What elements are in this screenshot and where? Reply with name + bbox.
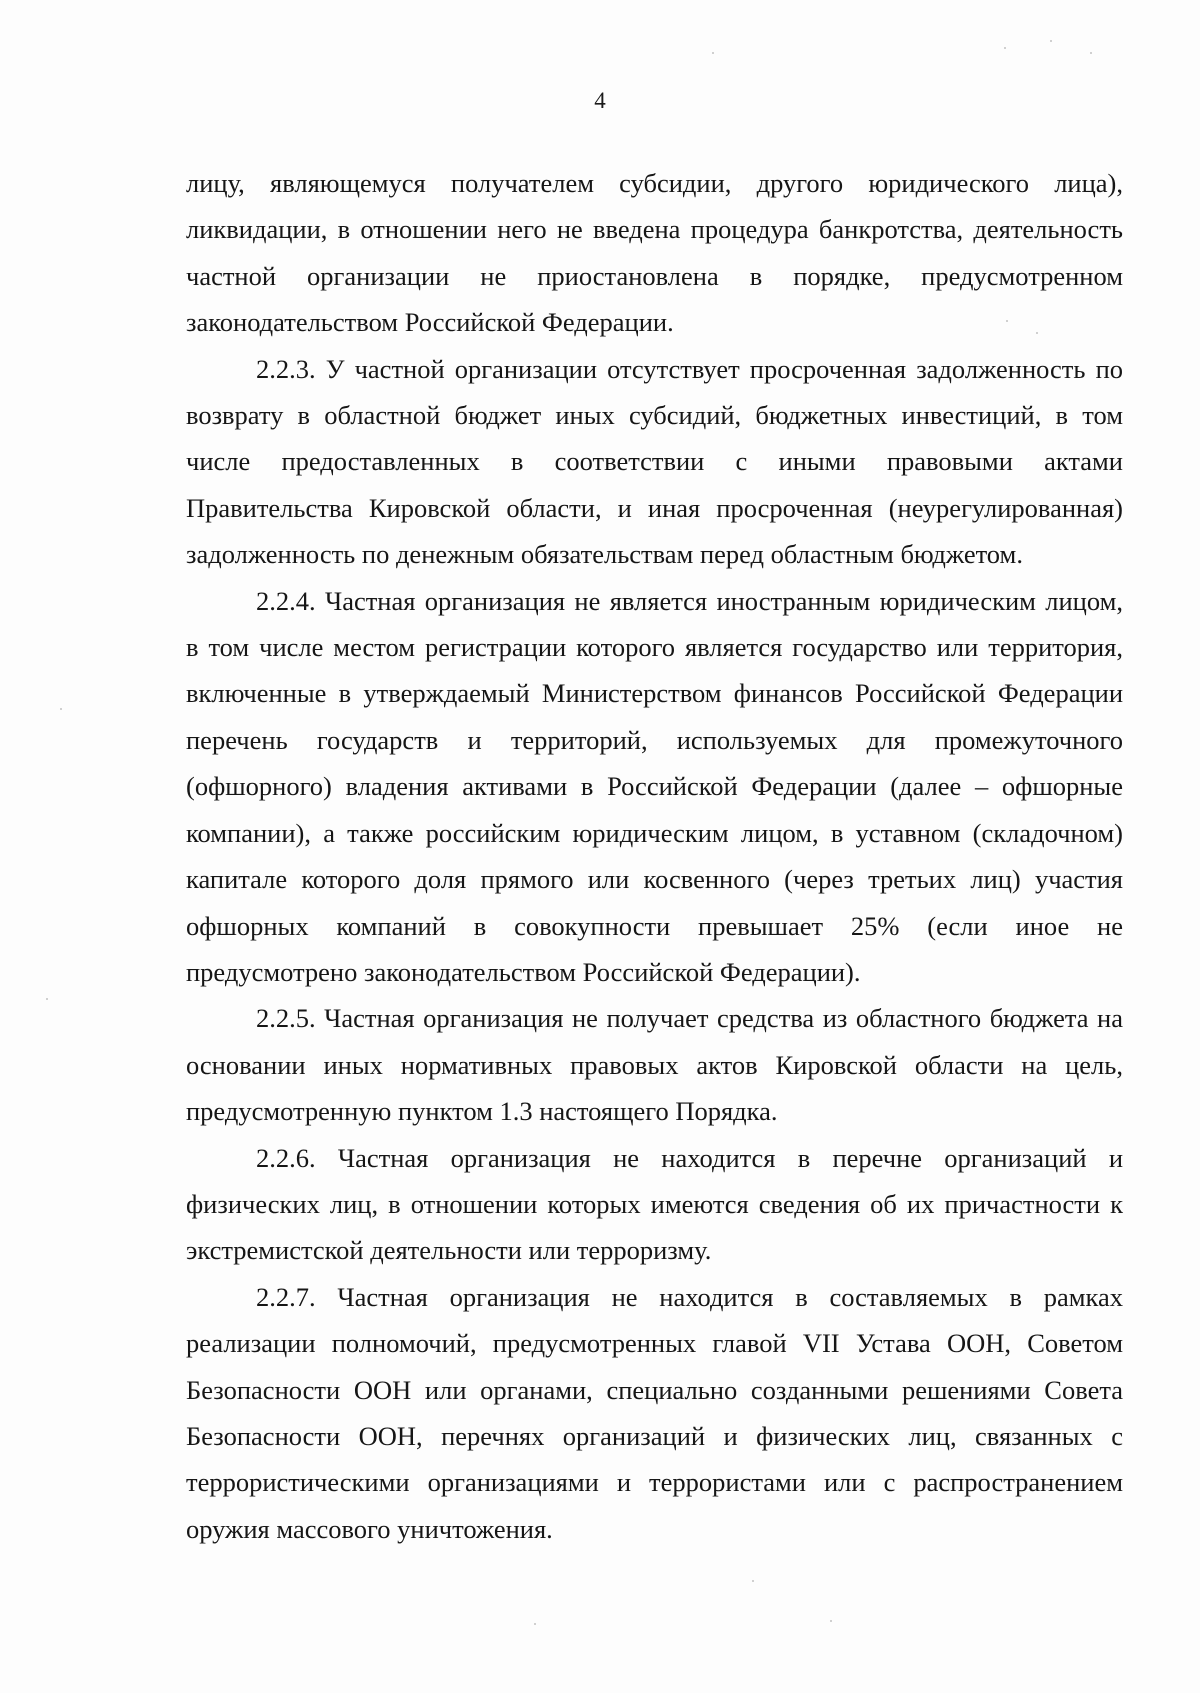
scan-speck bbox=[752, 1580, 754, 1582]
paragraph-2-2-4: 2.2.4. Частная организация не является иностранным юридическим лицом, в том числе местом регистрации которого является государство или территория, включенные в утверждаемый Министерством финансов Российской Федерации перечень государств и территорий, используемых для промежуточного (офшорного) владения активами в Российской Федерации (далее – офшорные компании), а также российским юридическим лицом, в уставном (складочном) капитале которого доля прямого или косвенного (через третьих лиц) участия офшорных компаний в совокупности превышает 25% (если иное не предусмотрено законодательством Российской Федерации). bbox=[186, 585, 1123, 987]
scan-speck bbox=[1004, 47, 1006, 49]
paragraph-2-2-5: 2.2.5. Частная организация не получает средства из областного бюджета на основании иных нормативных правовых актов Кировской области на цель, предусмотренную пунктом 1.3 настоящего Порядка. bbox=[186, 1003, 1123, 1127]
page-number: 4 bbox=[594, 88, 606, 113]
scan-speck bbox=[46, 998, 48, 1000]
scan-speck bbox=[1090, 52, 1092, 54]
scan-speck bbox=[712, 52, 714, 54]
paragraph-continuation: лицу, являющемуся получателем субсидии, другого юридического лица), ликвидации, в отношении него не введена процедура банкротства, деятельность частной организации не приостановлена в порядке, предусмотренном законодательством Российской Федерации. bbox=[186, 168, 1123, 338]
paragraph-2-2-6: 2.2.6. Частная организация не находится в перечне организаций и физических лиц, в отношении которых имеются сведения об их причастности к экстремистской деятельности или терроризму. bbox=[186, 1142, 1123, 1266]
scan-speck bbox=[60, 708, 62, 710]
scan-speck bbox=[1036, 332, 1038, 334]
paragraph-2-2-3: 2.2.3. У частной организации отсутствует просроченная задолженность по возврату в областной бюджет иных субсидий, бюджетных инвестиций, в том числе предоставленных в соответствии с иными правовыми актами Правительства Кировской области, и иная просроченная (неурегулированная) задолженность по денежным обязательствам перед областным бюджетом. bbox=[186, 353, 1123, 570]
paragraph-2-2-7: 2.2.7. Частная организация не находится в составляемых в рамках реализации полномочий, предусмотренных главой VII Устава ООН, Советом Безопасности ООН или органами, специально созданными решениями Совета Безопасности ООН, перечнях организаций и физических лиц, связанных с террористическими организациями и террористами или с распространением оружия массового уничтожения. bbox=[186, 1281, 1123, 1544]
scan-speck bbox=[830, 1620, 832, 1622]
scan-speck bbox=[1050, 40, 1052, 42]
scan-speck bbox=[1006, 320, 1008, 322]
scan-speck bbox=[534, 1623, 536, 1625]
document-body bbox=[186, 160, 1123, 1552]
